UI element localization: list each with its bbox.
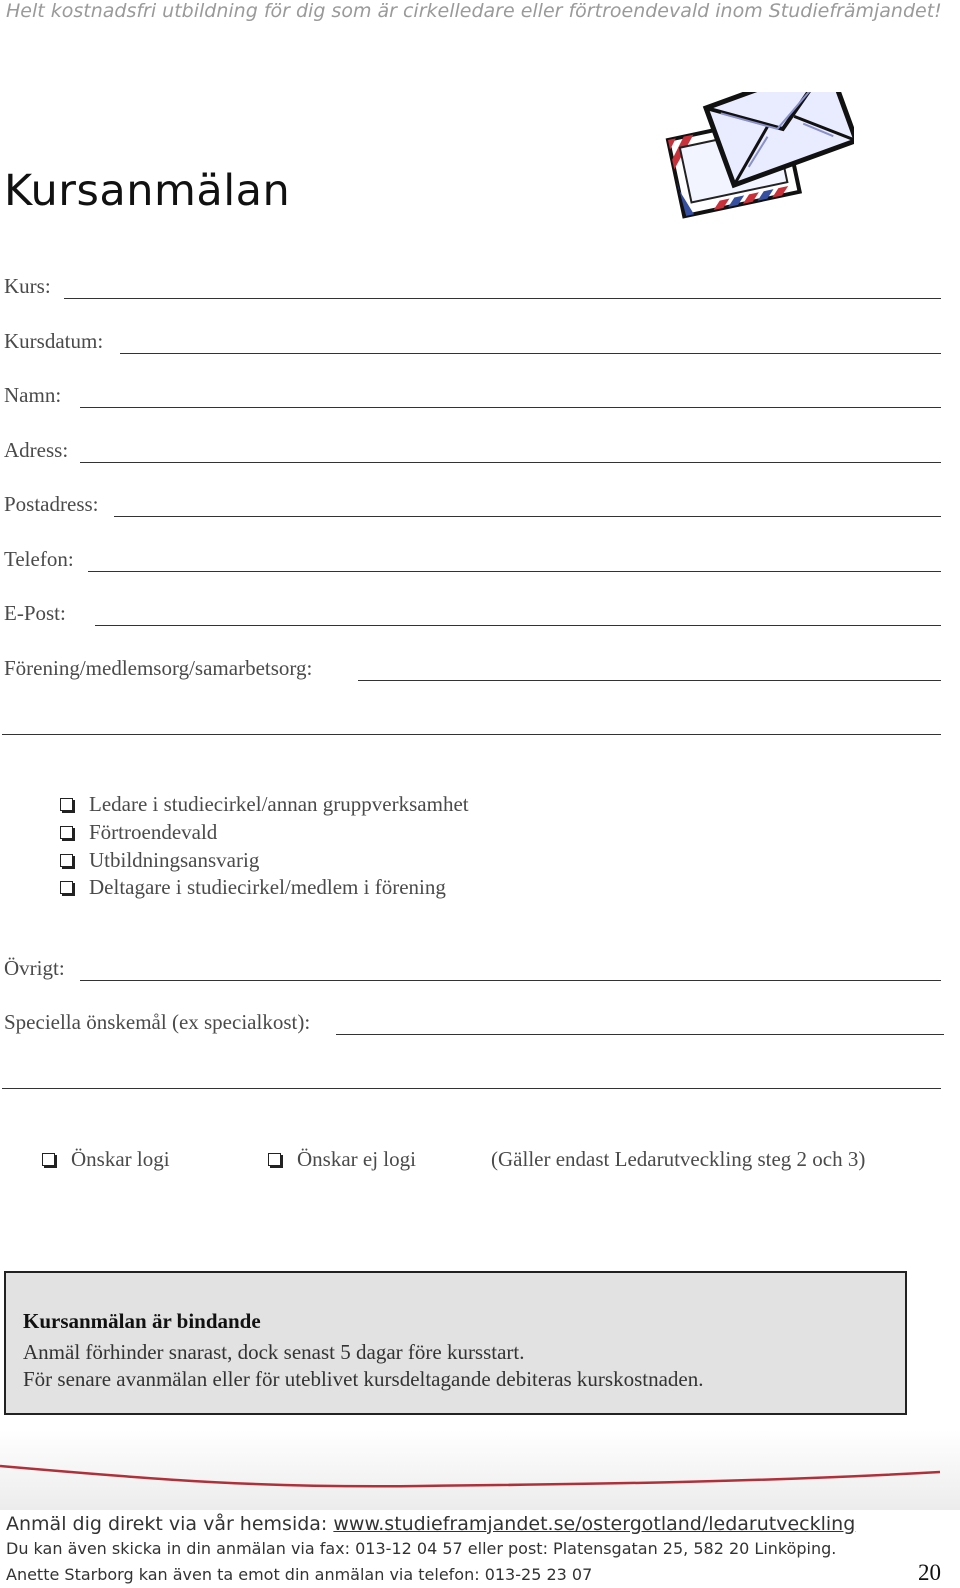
field-label-epost: E-Post:: [4, 601, 66, 625]
page-title: Kursanmälan: [4, 166, 291, 216]
footer-website-line: [6, 1513, 855, 1535]
page-number: 20: [918, 1560, 941, 1585]
input-line-postadress[interactable]: [114, 516, 941, 517]
lodging-note: (Gäller endast Ledarutveckling steg 2 och 3): [491, 1147, 866, 1171]
input-line-kurs[interactable]: [64, 298, 941, 299]
footer-website-link[interactable]: www.studieframjandet.se/ostergotland/ledarutveckling: [333, 1513, 856, 1535]
role-option-fortroendevald[interactable]: [60, 820, 217, 845]
role-option-label: Ledare i studiecirkel/annan gruppverksamhet: [89, 792, 469, 816]
notice-heading: Kursanmälan är bindande: [23, 1309, 261, 1333]
role-option-label: Förtroendevald: [89, 820, 218, 844]
header-tagline: Helt kostnadsfri utbildning för dig som är cirkelledare eller förtroendevald inom Studiefrämjandet!: [6, 0, 942, 22]
footer-website-prefix: Anmäl dig direkt via vår hemsida:: [6, 1513, 334, 1535]
binding-notice-box: [4, 1271, 907, 1415]
notice-line-1: Anmäl förhinder snarast, dock senast 5 dagar före kursstart.: [23, 1340, 525, 1364]
lodging-option-not-want[interactable]: [268, 1147, 416, 1172]
field-label-telefon: Telefon:: [4, 547, 74, 571]
role-option-label: Utbildningsansvarig: [89, 848, 260, 872]
field-label-postadress: Postadress:: [4, 492, 99, 516]
field-label-ovrigt: Övrigt:: [4, 956, 65, 980]
input-line-kursdatum[interactable]: [120, 353, 941, 354]
footer-fax-post-line: Du kan även skicka in din anmälan via fax: 013-12 04 57 eller post: Platensgatan 25, 582 20 Linköping.: [6, 1539, 837, 1558]
footer-phone-line: Anette Starborg kan även ta emot din anmälan via telefon: 013-25 23 07: [6, 1565, 593, 1584]
lodging-option-label: Önskar logi: [71, 1147, 170, 1171]
field-label-adress: Adress:: [4, 438, 69, 462]
input-line-epost[interactable]: [95, 625, 941, 626]
notice-line-2: För senare avanmälan eller för uteblivet kursdeltagande debiteras kurskostnaden.: [23, 1367, 704, 1391]
role-option-deltagare[interactable]: [60, 875, 446, 900]
field-label-kursdatum: Kursdatum:: [4, 329, 104, 353]
checkbox-icon[interactable]: [60, 826, 73, 839]
role-option-label: Deltagare i studiecirkel/medlem i förening: [89, 875, 446, 899]
role-option-utbildningsansvarig[interactable]: [60, 848, 259, 873]
checkbox-icon[interactable]: [42, 1153, 55, 1166]
envelope-stack-icon: [648, 92, 854, 240]
input-line-ovrigt[interactable]: [80, 980, 941, 981]
lodging-option-want[interactable]: [42, 1147, 170, 1172]
lodging-option-label: Önskar ej logi: [297, 1147, 416, 1171]
checkbox-icon[interactable]: [268, 1153, 281, 1166]
input-line-telefon[interactable]: [88, 571, 941, 572]
field-label-speciella-onskemal: Speciella önskemål (ex specialkost):: [4, 1010, 311, 1034]
input-line-forening-continued[interactable]: [2, 734, 941, 735]
field-label-forening: Förening/medlemsorg/samarbetsorg:: [4, 656, 313, 680]
checkbox-icon[interactable]: [60, 854, 73, 867]
input-line-speciella-onskemal[interactable]: [336, 1034, 944, 1035]
input-line-adress[interactable]: [80, 462, 941, 463]
field-label-kurs: Kurs:: [4, 274, 51, 298]
input-line-forening[interactable]: [358, 680, 941, 681]
input-line-namn[interactable]: [80, 407, 941, 408]
footer-wave-decoration: [0, 1430, 960, 1510]
checkbox-icon[interactable]: [60, 881, 73, 894]
checkbox-icon[interactable]: [60, 798, 73, 811]
input-line-speciella-onskemal-continued[interactable]: [2, 1088, 941, 1089]
role-option-ledare[interactable]: [60, 792, 469, 817]
field-label-namn: Namn:: [4, 383, 62, 407]
